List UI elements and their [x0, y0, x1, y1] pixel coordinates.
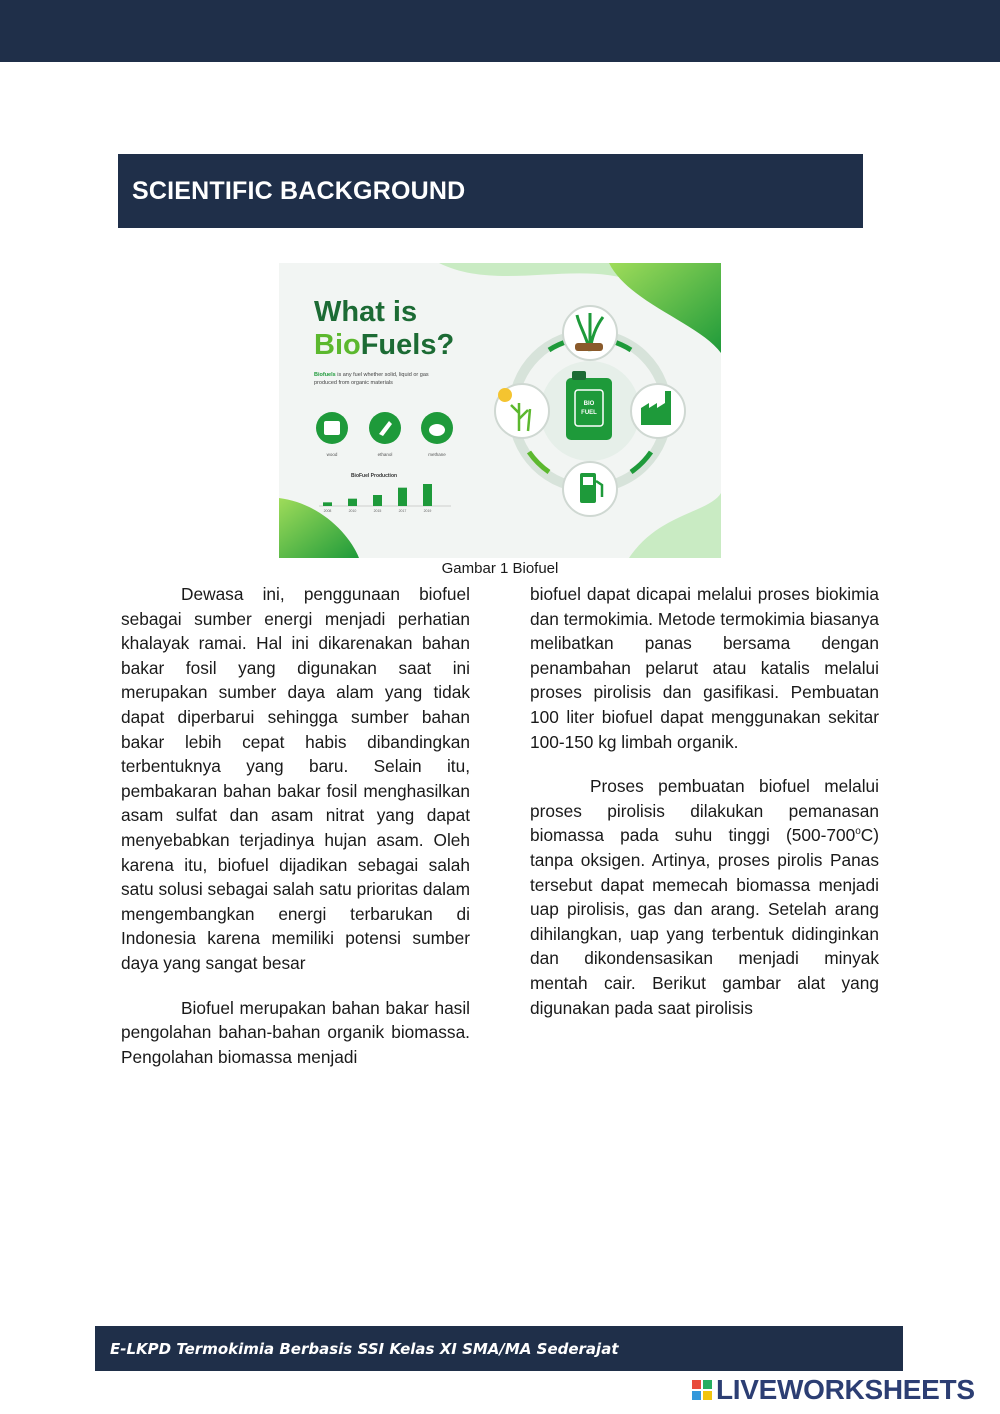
- left-column: [121, 582, 470, 1069]
- figure-heading-line1: What is: [314, 296, 418, 328]
- liveworksheets-brand-text: LIVEWORKSHEETS: [716, 1374, 975, 1405]
- icon-label-ethanol: ethanol: [377, 452, 393, 457]
- chart-tick-label: 2019: [423, 509, 432, 513]
- top-band: [0, 0, 1000, 62]
- heading-fuels: Fuels?: [360, 329, 455, 361]
- liveworksheets-logo[interactable]: [692, 1374, 975, 1406]
- biofuel-figure: [279, 263, 721, 558]
- figure-caption: Gambar 1 Biofuel: [441, 560, 559, 577]
- chart-bar-2010: [348, 499, 357, 506]
- paragraph-dewasa-ini: Dewasa ini, penggunaan biofuel sebagai sumber energi menjadi perhatian khalayak ramai. Hal ini dikarenakan bahan bakar fosil yang digunakan saat ini merupakan sumber daya alam yang tidak dapat diperbarui sehingga sumber bahan bakar lebih cepat habis dibandingkan terbentuknya yang baru. Selain itu, pembakaran bahan bakar fosil menghasilkan asam sulfat dan asam nitrat yang dapat menyebabkan terjadinya hujan asam. Oleh karena itu, biofuel dijadikan sebagai salah satu solusi sebagai salah satu prioritas dalam mengembangkan energi terbarukan di Indonesia karena memiliki potensi sumber daya yang sangat besar: [121, 584, 470, 973]
- footer-band: [95, 1326, 903, 1371]
- crop-sun-icon: [495, 384, 549, 438]
- section-title: SCIENTIFIC BACKGROUND: [132, 176, 466, 205]
- pyrolysis-text-part1: Proses pembuatan biofuel melalui proses pirolisis dilakukan pemanasan biomassa pada suhu tinggi (500-700: [530, 776, 879, 846]
- paragraph-biofuel-definition: Biofuel merupakan bahan bakar hasil pengolahan bahan-bahan organik biomassa. Pengolahan biomassa menjadi: [121, 997, 470, 1067]
- section-header: [118, 154, 863, 228]
- chart-title: BioFuel Production: [350, 473, 398, 479]
- tank-label-bio: BIO: [583, 401, 595, 407]
- degree-superscript: o: [855, 826, 861, 838]
- chart-bar-2019: [423, 484, 432, 506]
- paragraph-process-methods: biofuel dapat dicapai melalui proses biokimia dan termokimia. Metode termokimia biasanya melibatkan panas bersama dengan penambahan pelarut atau katalis melalui proses pirolisis dan gasifikasi. Pembuatan 100 liter biofuel dapat menggunakan sekitar 100-150 kg limbah organik.: [530, 584, 879, 752]
- biofuel-infographic: [279, 263, 721, 558]
- footer-text: E-LKPD Termokimia Berbasis SSI Kelas XI SMA/MA Sederajat: [110, 1339, 619, 1358]
- figure-intro-line1: Biofuels is any fuel whether solid, liquid or gas: [314, 372, 429, 378]
- heading-bio: Bio: [314, 329, 361, 361]
- liveworksheets-icon: [692, 1380, 712, 1400]
- paragraph-pyrolysis: [530, 774, 879, 1020]
- fuel-pump-icon: [563, 462, 617, 516]
- bio-fuel-tank-icon: [566, 371, 612, 440]
- pyrolysis-text-part2: C) tanpa oksigen. Artinya, proses pirolis Panas tersebut dapat memecah biomassa menjadi uap pirolisis, gas dan arang. Setelah arang dihilangkan, uap yang terbentuk didinginkan dan dikondensasikan menjadi minyak mentah cair. Berikut gambar alat yang digunakan pada saat pirolisis: [530, 825, 879, 1018]
- chart-tick-label: 2017: [398, 509, 407, 513]
- chart-tick-label: 2015: [373, 509, 382, 513]
- chart-bar-2008: [323, 502, 332, 506]
- chart-bar-2017: [398, 488, 407, 506]
- icon-label-wood: wood: [326, 452, 338, 457]
- tank-label-fuel: FUEL: [581, 410, 597, 416]
- figure-intro-line2: produced from organic materials: [314, 380, 393, 386]
- chart-tick-label: 2008: [323, 509, 332, 513]
- chart-bar-2015: [373, 495, 382, 506]
- figure-heading-line2: [314, 329, 454, 361]
- right-column: [530, 582, 879, 1020]
- icon-label-methane: methane: [428, 452, 446, 457]
- factory-icon: [631, 384, 685, 438]
- biomass-plant-icon: [563, 306, 617, 360]
- chart-tick-label: 2010: [348, 509, 357, 513]
